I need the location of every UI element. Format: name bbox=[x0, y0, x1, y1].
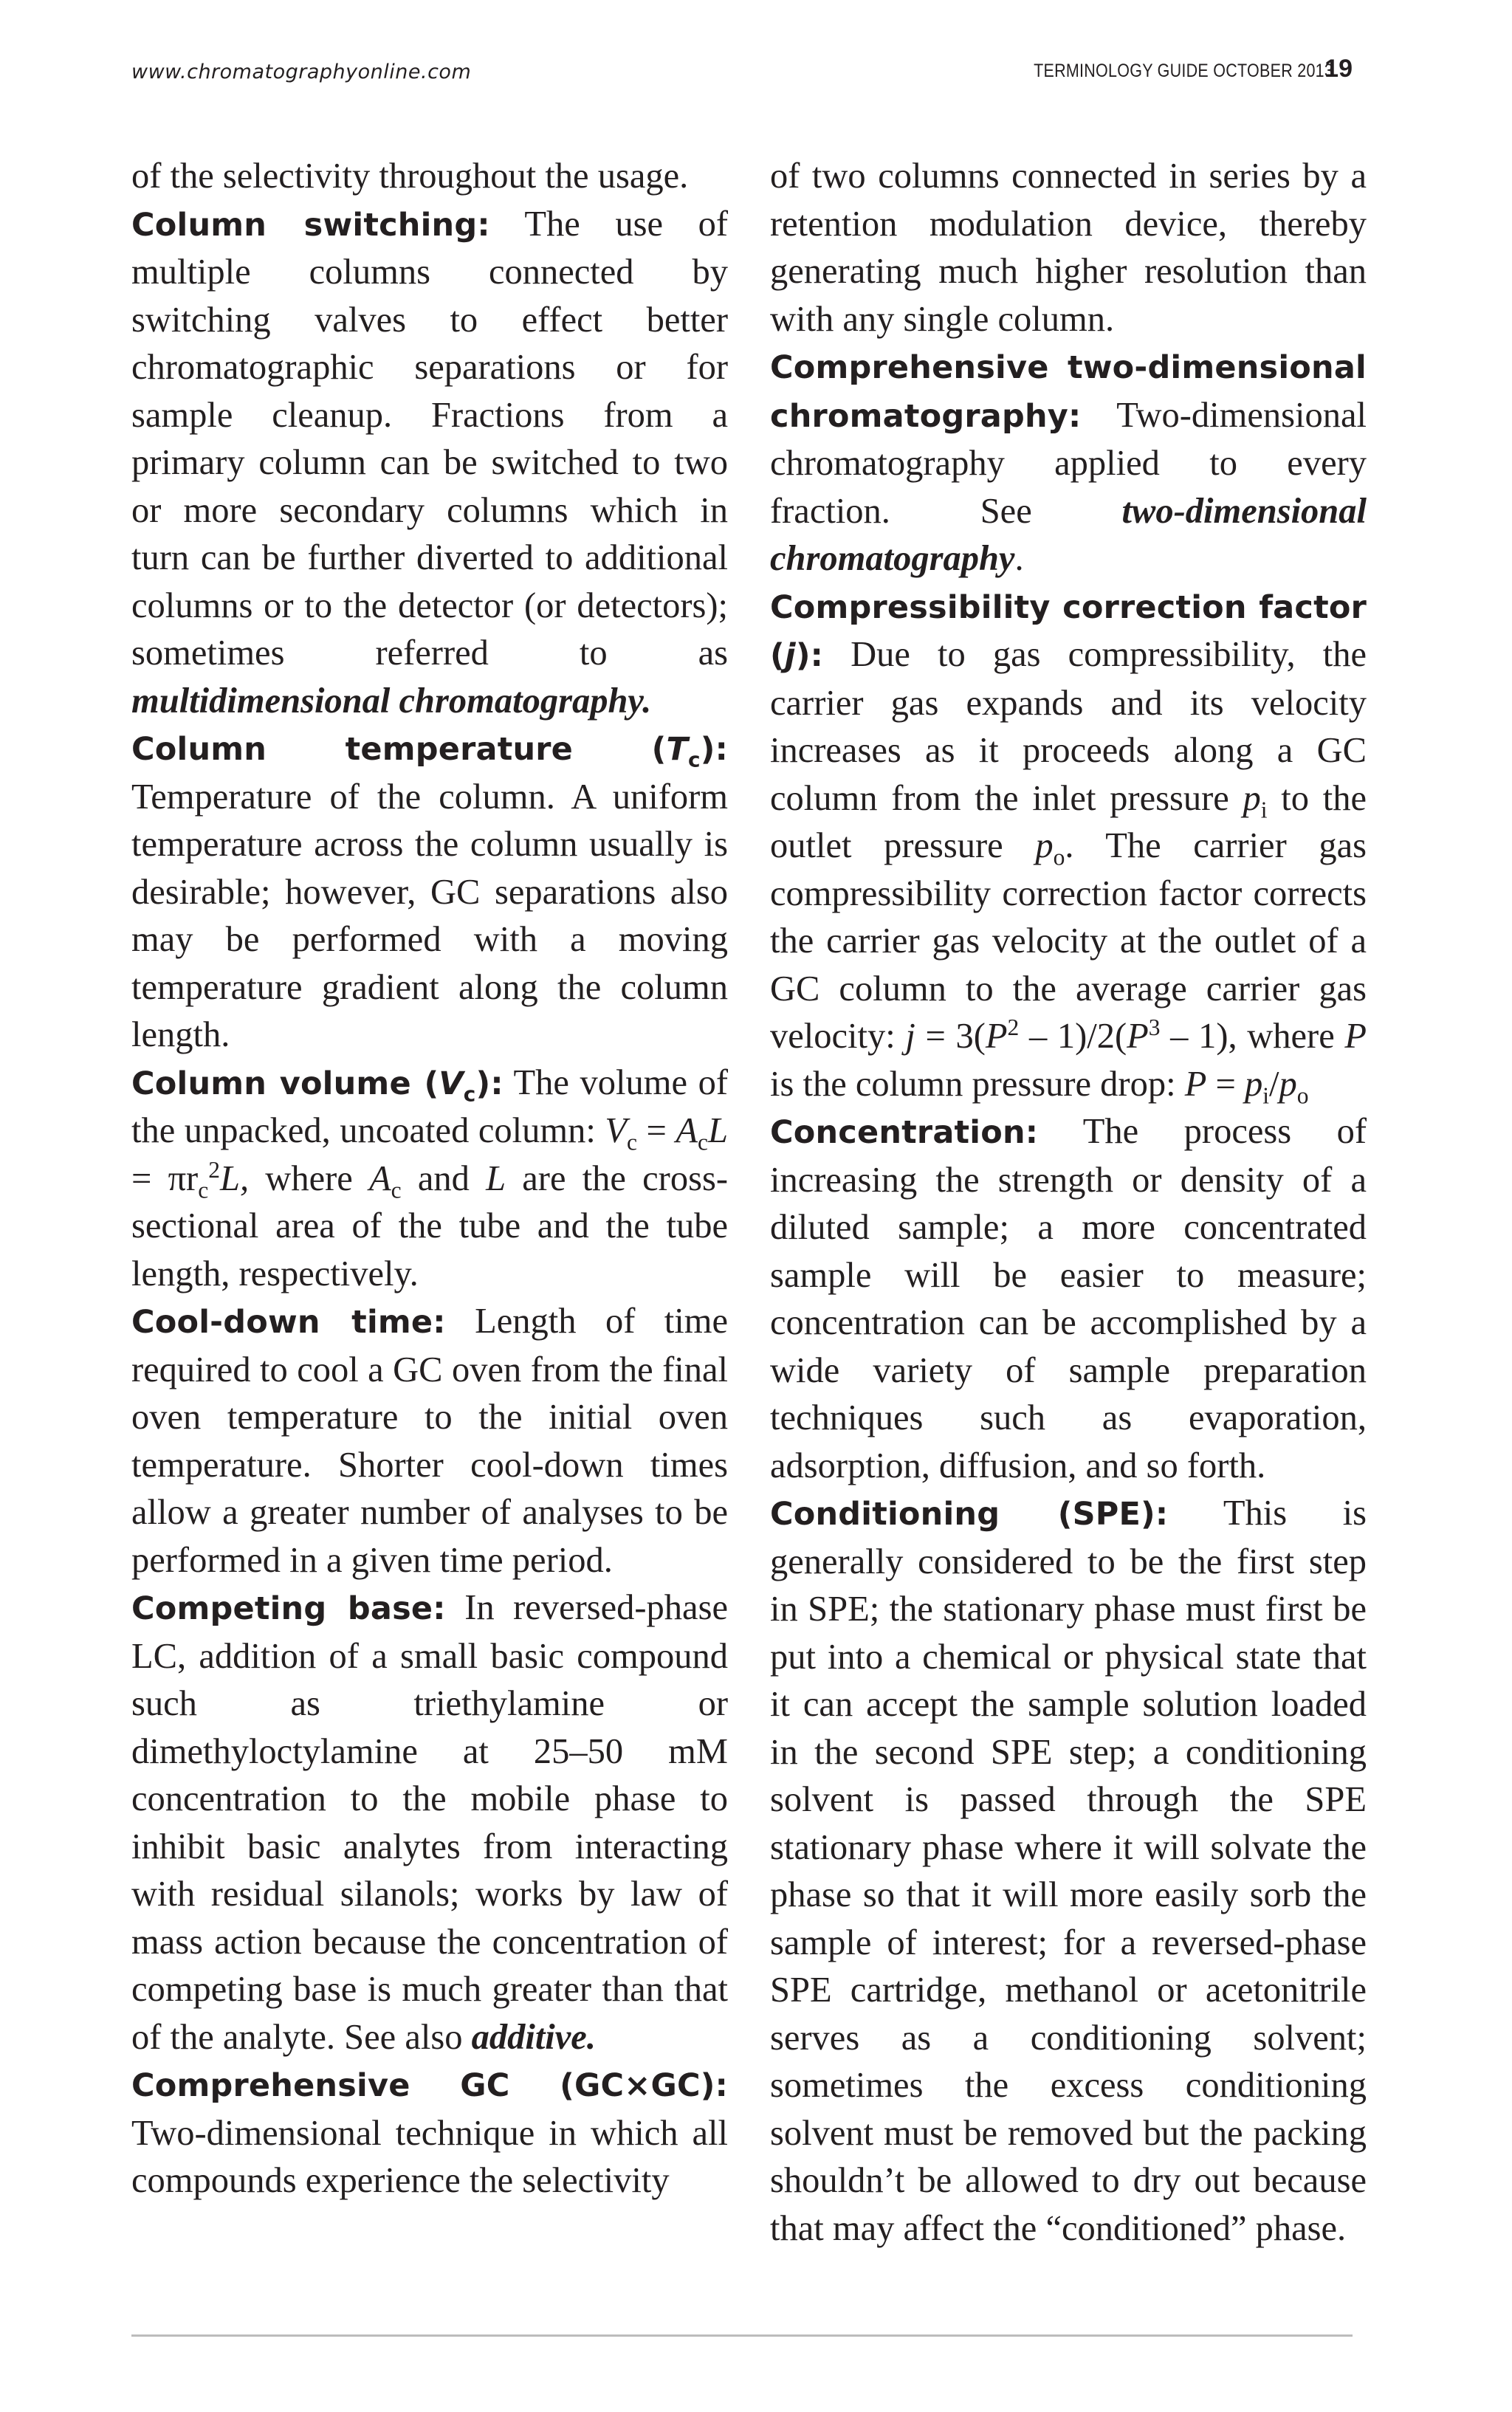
entry-competing-base bbox=[131, 1584, 728, 2061]
entry-term: Comprehensive GC (GC×GC): bbox=[131, 2067, 728, 2104]
entry-column-switching bbox=[131, 201, 728, 726]
entry-term: Column switching: bbox=[131, 206, 490, 244]
entry-column-temperature bbox=[131, 725, 728, 1059]
entry-term: Compressibility correction factor (j): bbox=[770, 588, 1367, 674]
entry-conditioning-spe bbox=[770, 1490, 1367, 2253]
continued-paragraph: of the selectivity throughout the usage. bbox=[131, 157, 689, 196]
entry-definition: The use of multiple columns connected by switching valves to effect better chromatographic separations or for sample cleanup. Fractions from a primary column can be switched to two or more secondary columns which in turn can be further diverted to additional columns or to the detector (or detectors); sometimes referred to as bbox=[131, 204, 729, 673]
entry-definition: Due to gas compressibility, the carrier gas expands and its velocity increases as it proceeds along a GC column from the inlet pressure $p_i$ to the outlet pressure $p_o$. The carrier gas compressibility correction factor corrects the carrier gas velocity at the outlet of a GC column to the average carrier gas velocity: $j = 3(P^2 - 1)/2(P^3 - 1)$, where P is the column pressure drop: $P = p_i/p_o$ bbox=[770, 635, 1367, 1109]
right-column bbox=[770, 153, 1367, 2253]
entry-term: Competing base: bbox=[131, 1590, 446, 1627]
entry-definition: Temperature of the column. A uniform temperature across the column usually is desirable; however, GC separations also may be performed with a moving temperature gradient along the column length. bbox=[131, 777, 728, 1054]
entry-cool-down-time bbox=[131, 1298, 728, 1584]
entry-definition: Length of time required to cool a GC oven from the final oven temperature to the initial oven temperature. Shorter cool-down times allow a greater number of analyses to be performed in a given time period. bbox=[131, 1302, 728, 1580]
entry-term: Column volume $(V_c)$: bbox=[131, 1065, 504, 1107]
entry-term: Comprehensive two-dimensional chromatography: bbox=[770, 349, 1367, 435]
entry-term: Concentration: bbox=[770, 1114, 1039, 1151]
footer-rule bbox=[131, 2334, 1353, 2337]
entry-term: Column temperature $(T_c)$: bbox=[131, 731, 728, 772]
entry-definition: In reversed-phase LC, addition of a small basic compound such as triethylamine or dimethyloctylamine at 25–50 mM concentration to the mobile phase to inhibit basic analytes from interacting with residual silanols; works by law of mass action because the concentration of competing base is much greater than that of the analyte. See also bbox=[131, 1588, 728, 2057]
entry-column-volume bbox=[131, 1059, 728, 1299]
page-header bbox=[131, 55, 1353, 92]
continued-paragraph: of two columns connected in series by a retention modulation device, thereby generating much higher resolution than with any single column. bbox=[770, 157, 1367, 339]
entry-definition: Two-dimensional technique in which all compounds experience the selectivity bbox=[131, 2113, 728, 2200]
left-column bbox=[131, 153, 728, 2205]
entry-term: Conditioning (SPE): bbox=[770, 1496, 1169, 1533]
running-head bbox=[985, 55, 1353, 83]
entry-term: Cool-down time: bbox=[131, 1304, 446, 1341]
entry-comprehensive-2d: Comprehensive two-dimensional chromatography: Two-dimensional chromatography applied to every fraction. See two-dimensional chromatography. bbox=[770, 349, 1367, 578]
cross-reference: two-dimensional chromatography bbox=[770, 491, 1367, 578]
page-number: 19 bbox=[1324, 55, 1353, 83]
entry-concentration bbox=[770, 1108, 1367, 1490]
cross-reference: additive. bbox=[471, 2017, 596, 2057]
entry-comprehensive-gc bbox=[131, 2061, 728, 2205]
entry-compressibility bbox=[770, 583, 1367, 1109]
entry-definition: Two-dimensional chromatography applied to every fraction. See bbox=[770, 395, 1367, 531]
site-url[interactable]: www.chromatographyonline.com bbox=[131, 61, 472, 83]
entry-definition: The process of increasing the strength or density of a diluted sample; a more concentrated sample will be easier to measure; concentration can be accomplished by a wide variety of sample preparation techniques such as evaporation, adsorption, diffusion, and so forth. bbox=[770, 1112, 1367, 1485]
guide-title: TERMINOLOGY GUIDE OCTOBER 2013 bbox=[1034, 61, 1334, 81]
entry-definition: This is generally considered to be the first step in SPE; the stationary phase must first be put into a chemical or physical state that it can accept the sample solution loaded in the second SPE step; a conditioning solvent is passed through the SPE stationary phase where it will solvate the phase so that it will more easily sorb the sample of interest; for a reversed-phase SPE cartridge, methanol or acetonitrile serves as a conditioning solvent; sometimes the excess conditioning solvent must be removed but the packing shouldn’t be allowed to dry out because that may affect the “conditioned” phase. bbox=[770, 1494, 1367, 2248]
cross-reference: multidimensional chromatography. bbox=[131, 681, 652, 721]
entry-definition: The volume of the unpacked, uncoated column: $V_c = A_cL = \pi r_c^2L$, where $A_c$ and L are the cross-sectional area of the tube and the tube length, respectively. bbox=[131, 1062, 728, 1293]
